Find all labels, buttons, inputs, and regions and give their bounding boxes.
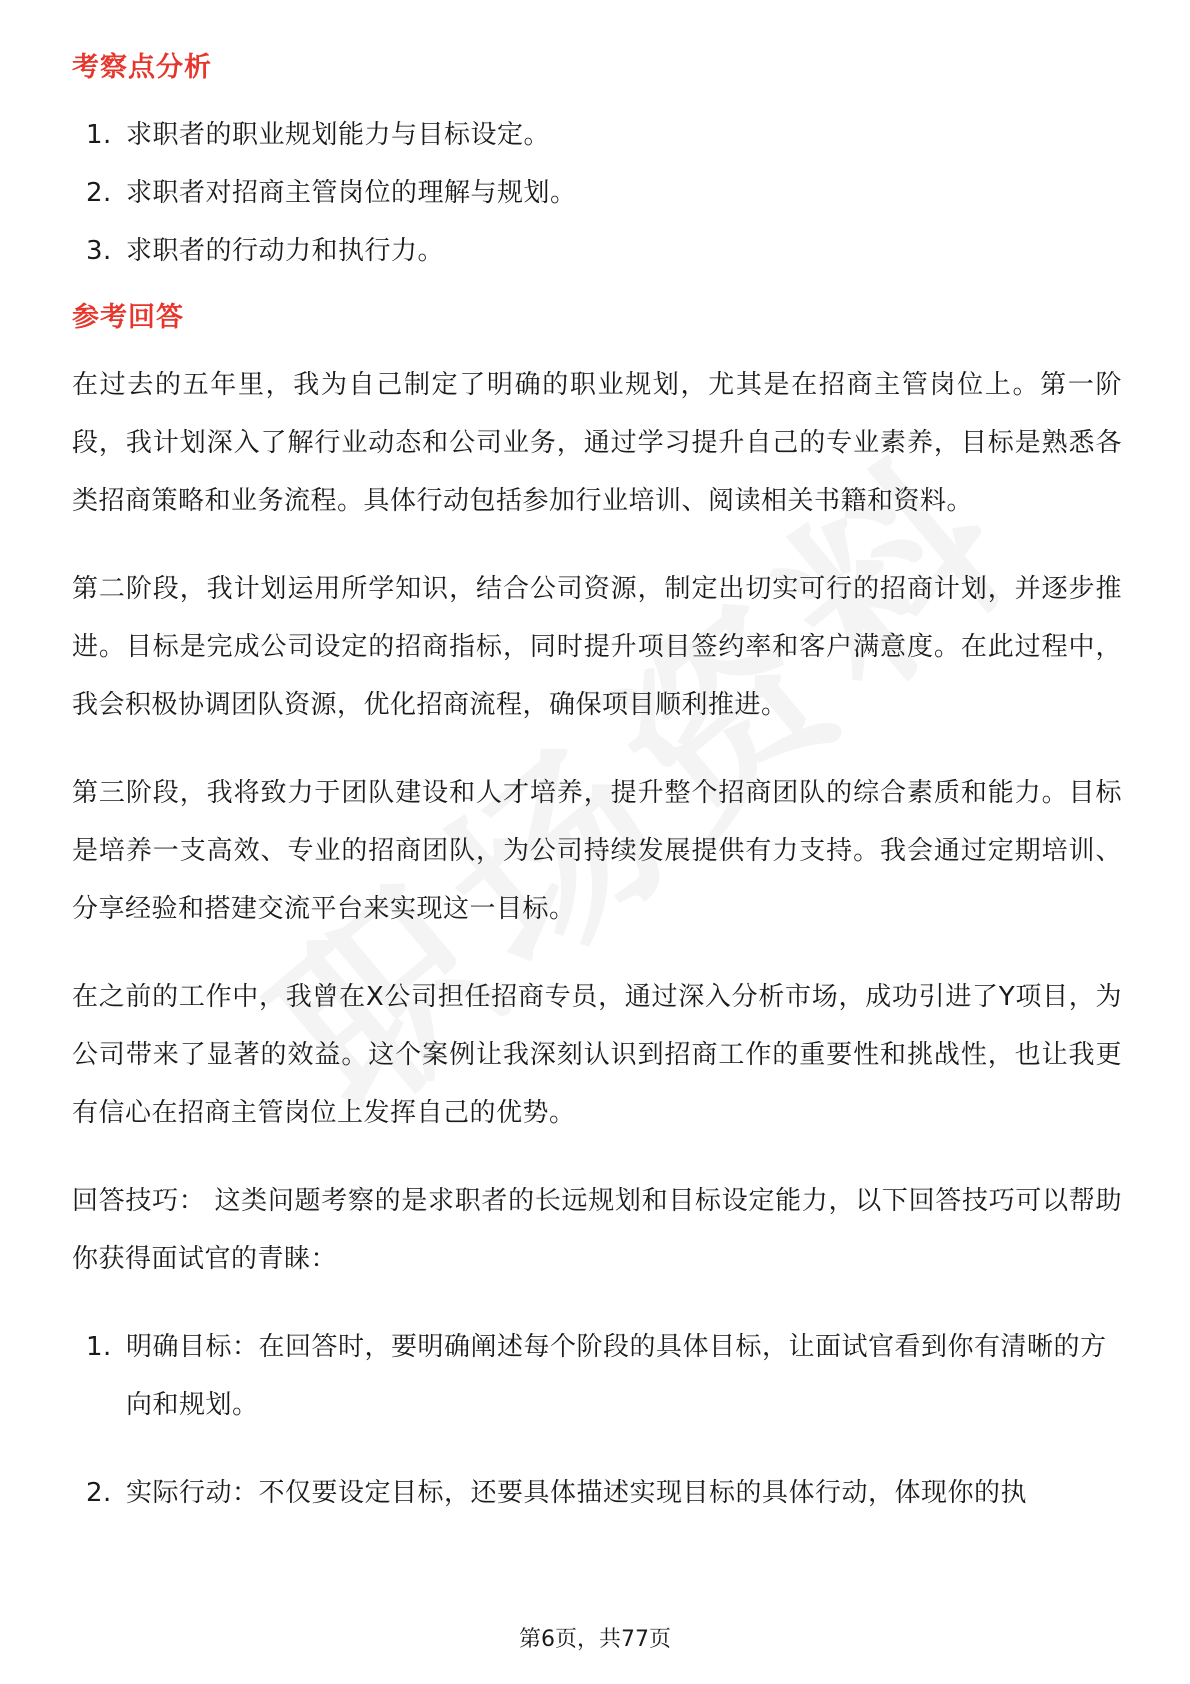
list-text: 求职者的行动力和执行力。 xyxy=(126,236,445,266)
answer-paragraph-1: 在过去的五年里，我为自己制定了明确的职业规划，尤其是在招商主管岗位上。第一阶段，我计划深入了解行业动态和公司业务，通过学习提升自己的专业素养，目标是熟悉各类招商策略和业务流程。具体行动包括参加行业培训、阅读相关书籍和资料。 xyxy=(72,370,1122,516)
list-number: 3. xyxy=(86,236,112,266)
page-content xyxy=(72,48,1122,1522)
answer-paragraph-3: 第三阶段，我将致力于团队建设和人才培养，提升整个招商团队的综合素质和能力。目标是培养一支高效、专业的招商团队，为公司持续发展提供有力支持。我会通过定期培训、分享经验和搭建交流平台来实现这一目标。 xyxy=(72,778,1122,924)
page-number-footer: 第6页，共77页 xyxy=(519,1627,671,1652)
list-item xyxy=(72,164,1122,222)
list-text: 明确目标：在回答时，要明确阐述每个阶段的具体目标，让面试官看到你有清晰的方向和规划。 xyxy=(126,1332,1107,1420)
list-number: 2. xyxy=(86,178,112,208)
list-text: 实际行动：不仅要设定目标，还要具体描述实现目标的具体行动，体现你的执 xyxy=(126,1478,1028,1508)
section-title-answer: 参考回答 xyxy=(72,302,184,333)
answer-tips-intro: 回答技巧： 这类问题考察的是求职者的长远规划和目标设定能力，以下回答技巧可以帮助你获得面试官的青睐： xyxy=(72,1186,1122,1274)
list-number: 1. xyxy=(86,120,112,150)
section-title-analysis: 考察点分析 xyxy=(72,52,212,83)
list-item xyxy=(72,222,1122,280)
list-number: 2. xyxy=(86,1478,112,1508)
list-item xyxy=(72,1318,1122,1434)
list-item xyxy=(72,1464,1122,1522)
analysis-list xyxy=(72,106,1122,280)
answer-paragraph-4: 在之前的工作中，我曾在X公司担任招商专员，通过深入分析市场，成功引进了Y项目，为公司带来了显著的效益。这个案例让我深刻认识到招商工作的重要性和挑战性，也让我更有信心在招商主管岗位上发挥自己的优势。 xyxy=(72,982,1122,1128)
tips-list xyxy=(72,1318,1122,1522)
list-item xyxy=(72,106,1122,164)
answer-paragraph-2: 第二阶段，我计划运用所学知识，结合公司资源，制定出切实可行的招商计划，并逐步推进。目标是完成公司设定的招商指标，同时提升项目签约率和客户满意度。在此过程中，我会积极协调团队资源，优化招商流程，确保项目顺利推进。 xyxy=(72,574,1122,720)
list-text: 求职者的职业规划能力与目标设定。 xyxy=(126,120,551,150)
list-number: 1. xyxy=(86,1332,112,1362)
list-text: 求职者对招商主管岗位的理解与规划。 xyxy=(126,178,577,208)
